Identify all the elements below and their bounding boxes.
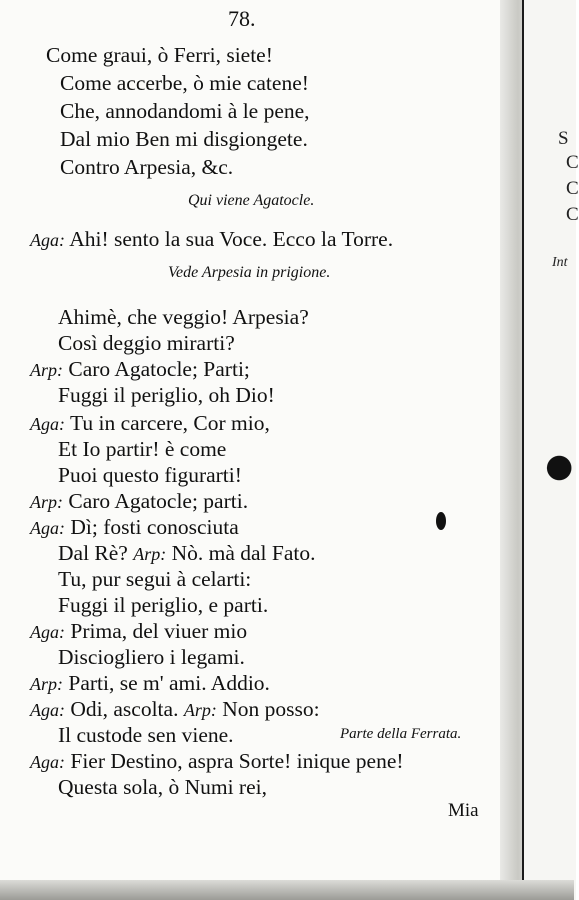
dialogue-line: Questa sola, ò Numi rei,: [58, 775, 267, 799]
speaker-label: Arp:: [30, 492, 63, 512]
speaker-label: Aga:: [30, 622, 65, 642]
dialogue-line: Tu, pur segui à celarti:: [58, 567, 252, 591]
dialogue-line: Il custode sen viene.: [58, 723, 234, 747]
page-bottom-edge: [0, 880, 574, 900]
speaker-label: Aga:: [30, 518, 65, 538]
dialogue-line: Dal Rè? Arp: Nò. mà dal Fato.: [58, 541, 316, 565]
page-number: 78.: [228, 6, 256, 31]
facing-fragment: Int: [552, 255, 568, 270]
dialogue-line: Aga: Dì; fosti conosciuta: [30, 515, 239, 539]
speaker-label: Aga:: [30, 752, 65, 772]
speaker-label: Arp:: [30, 360, 63, 380]
dialogue-line: Arp: Parti, se m' ami. Addio.: [30, 671, 270, 695]
speaker-label: Aga:: [30, 700, 65, 720]
printer-ornament-fragment: [537, 448, 574, 488]
speaker-label: Arp:: [133, 544, 167, 564]
verse-line: Come accerbe, ò mie catene!: [60, 71, 309, 95]
stage-direction: Vede Arpesia in prigione.: [168, 264, 331, 281]
speaker-label: Arp:: [30, 674, 63, 694]
facing-fragment: S: [558, 128, 569, 149]
dialogue-line: Così deggio mirarti?: [58, 331, 235, 355]
verse-line: Contro Arpesia, &c.: [60, 155, 234, 179]
verse-line: Dal mio Ben mi disgiongete.: [60, 127, 308, 151]
facing-fragment: C: [566, 204, 579, 225]
dialogue-line: Ahimè, che veggio! Arpesia?: [58, 305, 309, 329]
dialogue-line: Arp: Caro Agatocle; parti.: [30, 489, 249, 513]
dialogue-line: Aga: Prima, del viuer mio: [30, 619, 248, 643]
dialogue-line: Fuggi il periglio, oh Dio!: [58, 383, 275, 407]
catchword: Mia: [448, 800, 479, 821]
dialogue-line: Arp: Caro Agatocle; Parti;: [30, 357, 250, 381]
ink-blot: [436, 512, 446, 530]
speaker-label: Arp:: [183, 700, 217, 720]
verse-line: Che, annodandomi à le pene,: [60, 99, 310, 123]
dialogue-line: Puoi questo figurarti!: [58, 463, 242, 487]
dialogue-line: Aga: Tu in carcere, Cor mio,: [30, 411, 270, 435]
stage-aside: Parte della Ferrata.: [340, 726, 462, 742]
verse-line: Come graui, ò Ferri, siete!: [46, 43, 273, 67]
speaker-label: Aga:: [30, 230, 65, 250]
stage-direction: Qui viene Agatocle.: [188, 192, 315, 209]
dialogue-line: Et Io partir! è come: [58, 437, 227, 461]
dialogue-line: Aga: Ahi! sento la sua Voce. Ecco la Torre.: [30, 227, 394, 251]
dialogue-line: Disciogliero i legami.: [58, 645, 245, 669]
dialogue-line: Fuggi il periglio, e parti.: [58, 593, 269, 617]
facing-fragment: C: [566, 152, 579, 173]
dialogue-line: Aga: Fier Destino, aspra Sorte! inique pene!: [30, 749, 404, 773]
speaker-label: Aga:: [30, 414, 65, 434]
dialogue-line: Aga: Odi, ascolta. Arp: Non posso:: [30, 697, 320, 721]
facing-fragment: C: [566, 178, 579, 199]
